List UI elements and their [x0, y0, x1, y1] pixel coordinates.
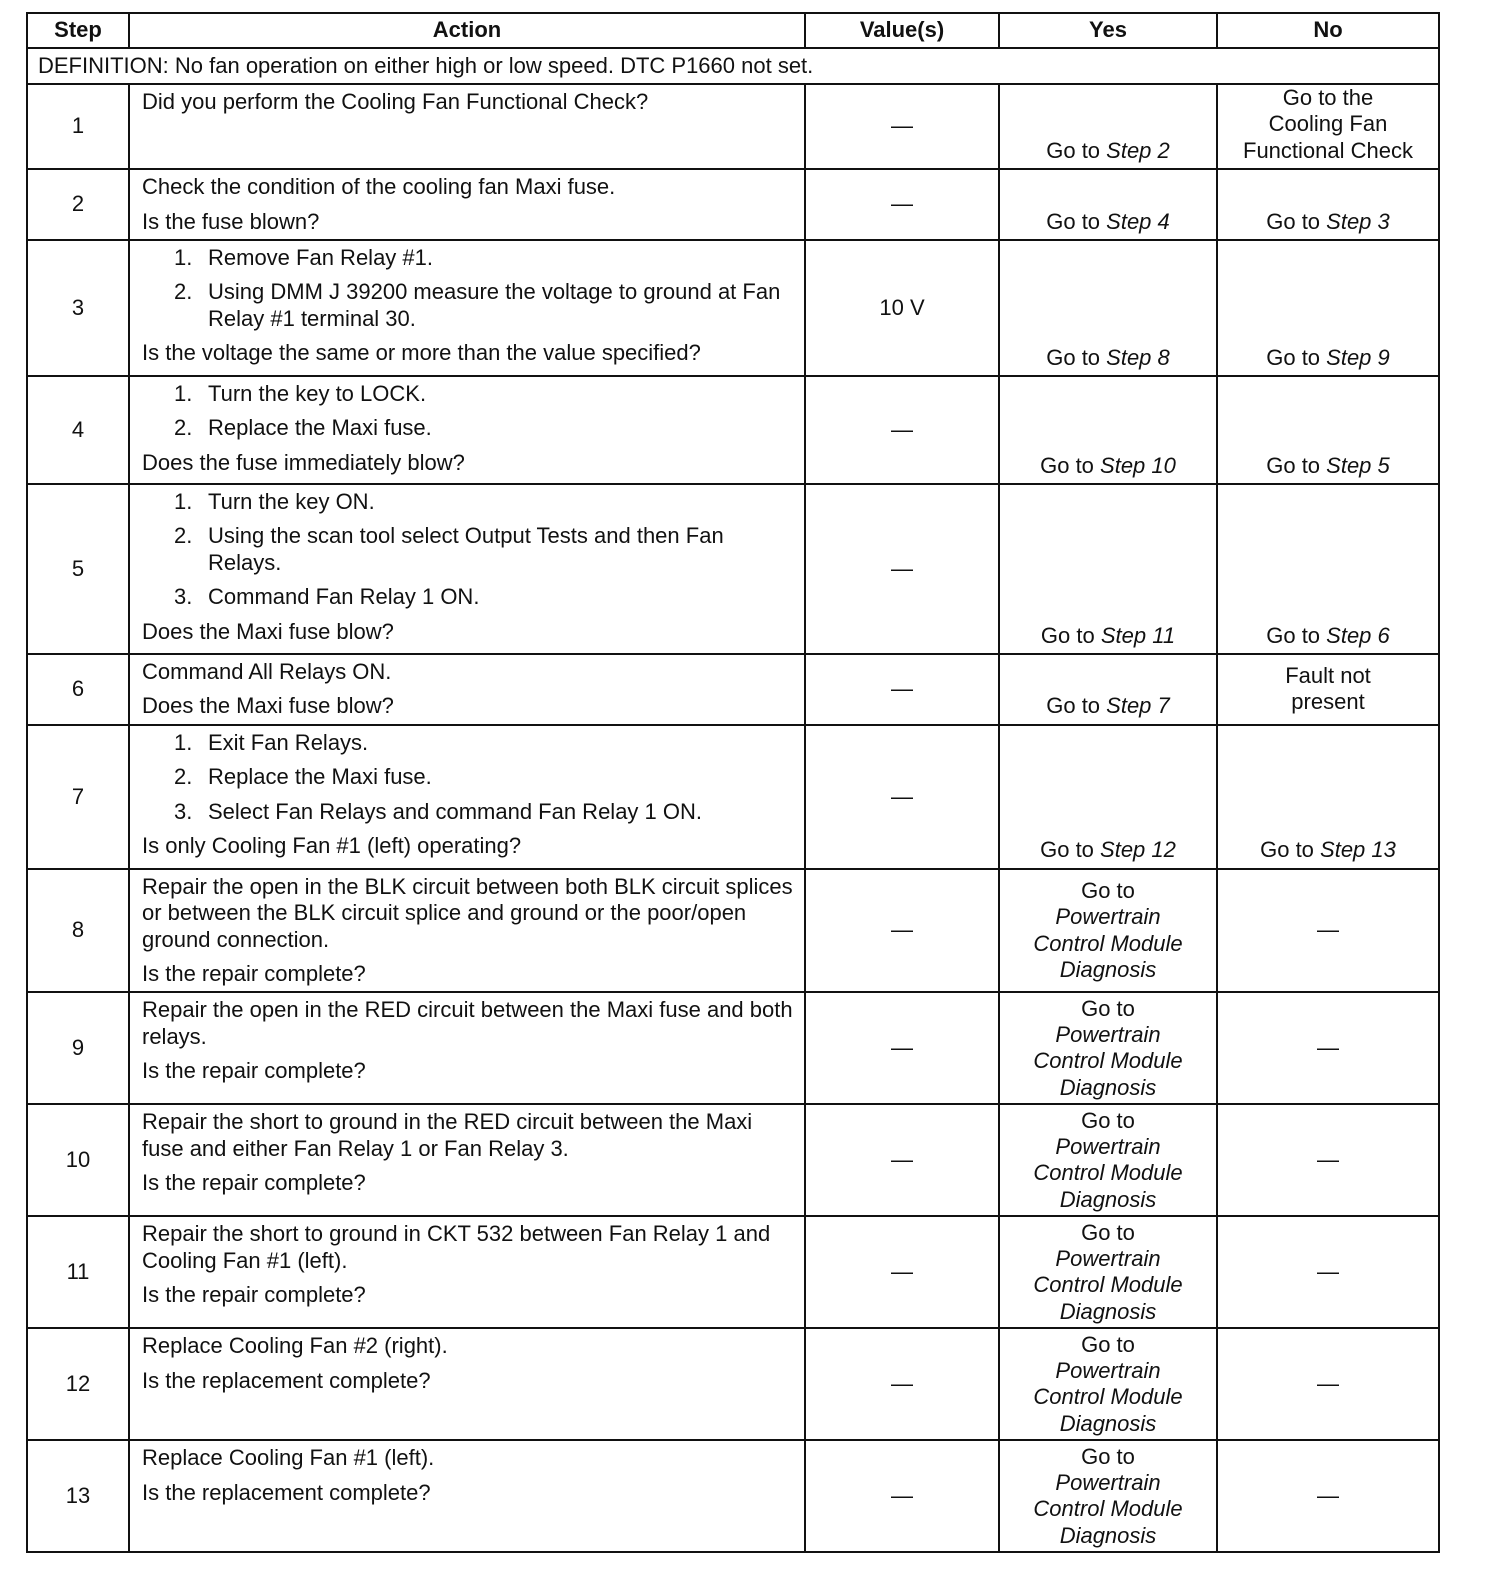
no-cell: — [1217, 1216, 1439, 1328]
action-step-text: Exit Fan Relays. [208, 729, 369, 755]
step-number: 7 [27, 725, 129, 869]
action-step-number: 3. [174, 584, 193, 610]
action-step [174, 523, 796, 576]
value-cell: — [805, 654, 999, 725]
pcm-line: Go to [1081, 1331, 1135, 1357]
no-line: Fault not [1285, 662, 1371, 688]
goto-step-ref: Step 11 [1100, 622, 1176, 648]
action-step-text: Command Fan Relay 1 ON. [208, 584, 480, 610]
step-number: 5 [27, 484, 129, 654]
no-cell: — [1217, 1328, 1439, 1440]
value-cell: 10 V [805, 240, 999, 376]
pcm-line: Control Module [1033, 930, 1183, 956]
action-text: Repair the open in the BLK circuit between both BLK circuit splices or between the BLK circuit splice and ground or the poor/open ground connection. [142, 873, 793, 952]
action-cell [129, 725, 805, 869]
goto-prefix: Go to [1266, 344, 1327, 370]
step-number: 10 [27, 1104, 129, 1216]
value-cell: — [805, 376, 999, 484]
action-question: Is the replacement complete? [142, 1479, 431, 1505]
action-cell [129, 654, 805, 725]
value-cell: — [805, 1328, 999, 1440]
step-row [27, 1440, 1439, 1552]
action-step-number: 2. [174, 415, 193, 441]
goto-step-ref: Step 3 [1326, 208, 1390, 234]
value-cell: — [805, 169, 999, 240]
action-question: Does the Maxi fuse blow? [142, 693, 394, 719]
action-question: Is the repair complete? [142, 1170, 366, 1196]
pcm-line: Diagnosis [1059, 1298, 1157, 1324]
action-step-text: Remove Fan Relay #1. [208, 244, 433, 270]
action-step-text: Turn the key to LOCK. [208, 380, 427, 406]
action-cell [129, 869, 805, 993]
value-cell: — [805, 992, 999, 1104]
goto-prefix: Go to [1040, 837, 1101, 863]
action-steps [142, 245, 796, 332]
goto-prefix: Go to [1266, 452, 1327, 478]
value-cell: — [805, 1216, 999, 1328]
goto-prefix: Go to [1040, 622, 1101, 648]
step-number: 4 [27, 376, 129, 484]
goto-prefix: Go to [1040, 452, 1101, 478]
pcm-line: Diagnosis [1059, 1522, 1157, 1548]
pcm-line: Powertrain [1055, 1245, 1161, 1271]
pcm-line: Control Module [1033, 1160, 1183, 1186]
action-step [174, 584, 796, 610]
goto-step-ref: Step 12 [1100, 837, 1176, 863]
action-question: Is the repair complete? [142, 1058, 366, 1084]
action-step [174, 244, 796, 271]
no-cell: — [1217, 1440, 1439, 1552]
header-values: Value(s) [805, 13, 999, 48]
action-step-number: 2. [174, 764, 193, 790]
action-question: Is the voltage the same or more than the value specified? [142, 340, 701, 366]
goto-step-ref: Step 8 [1106, 344, 1170, 370]
goto-step-ref: Step 5 [1326, 452, 1390, 478]
header-action: Action [129, 13, 805, 48]
yes-cell [999, 725, 1217, 869]
action-text: Did you perform the Cooling Fan Functional Check? [142, 89, 649, 114]
action-cell [129, 1440, 805, 1552]
goto-prefix: Go to [1266, 622, 1327, 648]
pcm-line: Control Module [1033, 1272, 1183, 1298]
action-text: Repair the short to ground in the RED circuit between the Maxi fuse and either Fan Relay 1 or Fan Relay 3. [142, 1109, 753, 1161]
value-cell: — [805, 725, 999, 869]
action-cell [129, 1328, 805, 1440]
pcm-line: Diagnosis [1059, 1186, 1157, 1212]
yes-cell [999, 992, 1217, 1104]
step-number: 11 [27, 1216, 129, 1328]
action-step-text: Turn the key ON. [208, 488, 375, 514]
action-cell [129, 376, 805, 484]
action-cell [129, 992, 805, 1104]
no-cell: — [1217, 869, 1439, 993]
no-line: Functional Check [1243, 137, 1413, 163]
action-question: Is the fuse blown? [142, 208, 320, 234]
action-text: Repair the open in the RED circuit between the Maxi fuse and both relays. [142, 997, 793, 1049]
step-number: 6 [27, 654, 129, 725]
action-cell [129, 84, 805, 169]
pcm-line: Go to [1081, 1107, 1135, 1133]
value-cell: — [805, 84, 999, 169]
action-step-text: Replace the Maxi fuse. [208, 764, 432, 790]
action-step [174, 415, 796, 441]
yes-cell [999, 1440, 1217, 1552]
step-row [27, 1328, 1439, 1440]
action-cell [129, 1104, 805, 1216]
step-row [27, 654, 1439, 725]
action-cell [129, 484, 805, 654]
pcm-line: Go to [1081, 877, 1135, 903]
pcm-line: Control Module [1033, 1384, 1183, 1410]
goto-prefix: Go to [1046, 693, 1107, 719]
pcm-line: Powertrain [1055, 904, 1161, 930]
action-step [174, 380, 796, 407]
action-question: Is the repair complete? [142, 1282, 366, 1308]
step-number: 8 [27, 869, 129, 993]
pcm-line: Powertrain [1055, 1133, 1161, 1159]
pcm-line: Go to [1081, 1443, 1135, 1469]
action-steps [142, 381, 796, 442]
action-text: Repair the short to ground in CKT 532 between Fan Relay 1 and Cooling Fan #1 (left). [142, 1221, 771, 1273]
action-step-text: Replace the Maxi fuse. [208, 415, 432, 441]
pcm-line: Control Module [1033, 1496, 1183, 1522]
action-text: Check the condition of the cooling fan Maxi fuse. [142, 174, 616, 200]
action-question: Is only Cooling Fan #1 (left) operating? [142, 832, 522, 858]
step-row [27, 992, 1439, 1104]
action-cell [129, 1216, 805, 1328]
value-cell: — [805, 1104, 999, 1216]
action-question: Is the replacement complete? [142, 1367, 431, 1393]
value-cell: — [805, 484, 999, 654]
no-cell [1217, 484, 1439, 654]
yes-cell [999, 1216, 1217, 1328]
action-step-number: 2. [174, 279, 193, 305]
action-text: Command All Relays ON. [142, 658, 392, 684]
action-question: Is the repair complete? [142, 960, 366, 986]
step-row [27, 484, 1439, 654]
action-step-number: 2. [174, 523, 193, 549]
pcm-line: Diagnosis [1059, 956, 1157, 982]
value-cell: — [805, 1440, 999, 1552]
action-question: Does the Maxi fuse blow? [142, 618, 394, 644]
action-step-number: 3. [174, 798, 193, 824]
header-step: Step [27, 13, 129, 48]
action-step-number: 1. [174, 729, 193, 755]
pcm-line: Go to [1081, 995, 1135, 1021]
action-step-number: 1. [174, 488, 193, 514]
goto-step-ref: Step 6 [1326, 622, 1390, 648]
action-step [174, 488, 796, 515]
pcm-line: Go to [1081, 1219, 1135, 1245]
no-cell [1217, 725, 1439, 869]
action-step [174, 279, 796, 332]
pcm-line: Powertrain [1055, 1469, 1161, 1495]
yes-cell [999, 376, 1217, 484]
no-cell [1217, 654, 1439, 725]
action-step [174, 729, 796, 756]
action-step [174, 764, 796, 790]
goto-step-ref: Step 4 [1106, 208, 1170, 234]
yes-cell [999, 240, 1217, 376]
action-step-number: 1. [174, 380, 193, 406]
diagnostic-table [26, 12, 1440, 1553]
goto-prefix: Go to [1046, 137, 1107, 163]
no-line: Cooling Fan [1268, 111, 1388, 137]
action-step [174, 798, 796, 825]
no-cell: — [1217, 1104, 1439, 1216]
goto-step-ref: Step 7 [1106, 693, 1170, 719]
header-row [27, 13, 1439, 48]
action-cell [129, 169, 805, 240]
yes-cell [999, 654, 1217, 725]
step-row [27, 240, 1439, 376]
goto-step-ref: Step 2 [1106, 137, 1170, 163]
yes-cell [999, 169, 1217, 240]
no-cell [1217, 240, 1439, 376]
step-number: 3 [27, 240, 129, 376]
action-text: Replace Cooling Fan #1 (left). [142, 1445, 435, 1471]
action-text: Replace Cooling Fan #2 (right). [142, 1333, 448, 1359]
definition-text: DEFINITION: No fan operation on either high or low speed. DTC P1660 not set. [27, 48, 1439, 84]
goto-prefix: Go to [1046, 208, 1107, 234]
goto-step-ref: Step 13 [1320, 837, 1396, 863]
no-cell [1217, 376, 1439, 484]
goto-prefix: Go to [1266, 208, 1327, 234]
value-cell: — [805, 869, 999, 993]
action-step-text: Using the scan tool select Output Tests and then Fan Relays. [208, 523, 724, 575]
yes-cell [999, 1328, 1217, 1440]
step-number: 9 [27, 992, 129, 1104]
no-cell: — [1217, 992, 1439, 1104]
no-cell [1217, 169, 1439, 240]
step-row [27, 1104, 1439, 1216]
step-row [27, 84, 1439, 169]
step-number: 12 [27, 1328, 129, 1440]
goto-prefix: Go to [1046, 344, 1107, 370]
pcm-line: Control Module [1033, 1048, 1183, 1074]
definition-row [27, 48, 1439, 84]
header-yes: Yes [999, 13, 1217, 48]
step-row [27, 725, 1439, 869]
yes-cell [999, 1104, 1217, 1216]
action-cell [129, 240, 805, 376]
goto-step-ref: Step 9 [1326, 344, 1390, 370]
yes-cell [999, 869, 1217, 993]
pcm-line: Powertrain [1055, 1357, 1161, 1383]
pcm-line: Diagnosis [1059, 1410, 1157, 1436]
step-row [27, 376, 1439, 484]
step-number: 1 [27, 84, 129, 169]
pcm-line: Diagnosis [1059, 1074, 1157, 1100]
step-row [27, 1216, 1439, 1328]
action-steps [142, 730, 796, 825]
pcm-line: Powertrain [1055, 1021, 1161, 1047]
header-no: No [1217, 13, 1439, 48]
action-question: Does the fuse immediately blow? [142, 449, 465, 475]
step-number: 2 [27, 169, 129, 240]
action-step-text: Using DMM J 39200 measure the voltage to ground at Fan Relay #1 terminal 30. [208, 279, 781, 331]
action-step-number: 1. [174, 244, 193, 270]
step-number: 13 [27, 1440, 129, 1552]
yes-cell [999, 84, 1217, 169]
no-cell [1217, 84, 1439, 169]
step-row [27, 169, 1439, 240]
step-row [27, 869, 1439, 993]
yes-cell [999, 484, 1217, 654]
action-step-text: Select Fan Relays and command Fan Relay 1 ON. [208, 798, 703, 824]
goto-prefix: Go to [1260, 837, 1321, 863]
action-steps [142, 489, 796, 611]
no-line: present [1291, 689, 1365, 715]
no-line: Go to the [1282, 85, 1374, 110]
goto-step-ref: Step 10 [1100, 452, 1176, 478]
